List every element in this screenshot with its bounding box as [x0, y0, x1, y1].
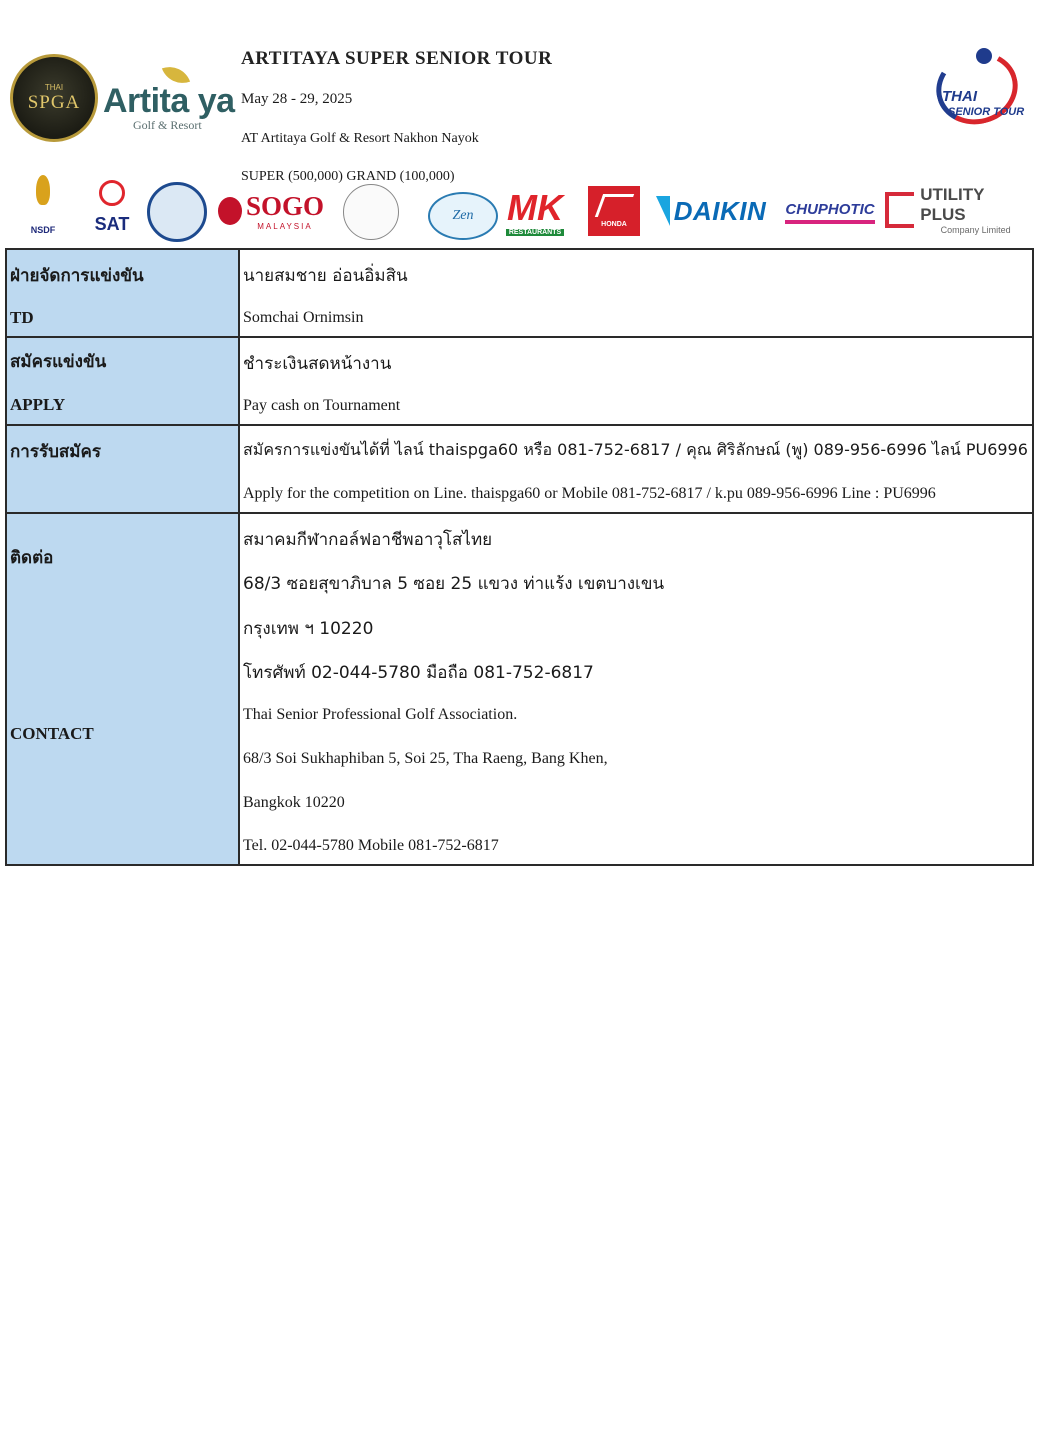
wing-icon: [594, 194, 633, 217]
tour-purse: SUPER (500,000) GRAND (100,000): [241, 169, 455, 184]
torch-icon: [36, 175, 50, 205]
tour-title-block: [241, 48, 552, 70]
daikin-logo-text: DAIKIN: [673, 195, 767, 226]
registration-value-en: Apply for the competition on Line. thaispga60 or Mobile 081-752-6817 / k.pu 089-956-6996 Line : PU6996: [243, 485, 936, 502]
rings-icon: [99, 180, 125, 206]
utility-plus-logo-text: UTILITY PLUS: [920, 185, 985, 224]
sogo-logo-text: SOGO: [245, 191, 324, 221]
contact-line-7: Bangkok 10220: [243, 794, 345, 811]
contact-line-3: กรุงเทพ ฯ 10220: [243, 619, 374, 639]
registration-label-cell: [6, 425, 239, 513]
apply-value-th: ชำระเงินสดหน้างาน: [243, 354, 392, 374]
contact-line-2: 68/3 ซอยสุขาภิบาล 5 ซอย 25 แขวง ท่าแร้ง เขตบางเขน: [243, 574, 665, 594]
contact-line-5: Thai Senior Professional Golf Association.: [243, 706, 518, 723]
artitaya-logo-sub: Golf & Resort: [133, 118, 202, 132]
chuphotic-swoosh: [785, 220, 875, 224]
contact-line-4: โทรศัพท์ 02-044-5780 มือถือ 081-752-6817: [243, 663, 594, 683]
contact-value-cell: [239, 513, 1033, 865]
honda-logo: [588, 186, 640, 236]
table-row-contact: [6, 513, 1033, 865]
tour-venue: AT Artitaya Golf & Resort Nakhon Nayok: [241, 131, 479, 146]
country-club-logo: [343, 184, 399, 240]
thai-senior-tour-logo: [930, 44, 1030, 124]
thai-senior-tour-line2: SENIOR TOUR: [948, 106, 1025, 118]
sogo-logo: [218, 190, 324, 232]
table-row-td: [6, 249, 1033, 337]
contact-label-cell: [6, 513, 239, 865]
td-label-cell: [6, 249, 239, 337]
table-row-apply: [6, 337, 1033, 425]
utility-plus-logo: [885, 185, 1031, 235]
mk-restaurants-logo: [499, 188, 571, 234]
sat-logo-text: SAT: [94, 213, 130, 234]
utility-plus-logo-sub: Company Limited: [940, 225, 1011, 235]
registration-value-cell: [239, 425, 1033, 513]
sat-logo: [87, 176, 137, 238]
contact-label-th: ติดต่อ: [10, 548, 54, 568]
td-label-th: ฝ่ายจัดการแข่งขัน: [10, 266, 144, 286]
spga-logo-small-text: THAI: [44, 82, 64, 92]
contact-line-8: Tel. 02-044-5780 Mobile 081-752-6817: [243, 837, 499, 854]
registration-value-th: สมัครการแข่งขันได้ที่ ไลน์ thaispga60 หรือ 081-752-6817 / คุณ ศิริลักษณ์ (พู) 089-956-6996 ไลน์ PU6996: [243, 440, 1028, 459]
sogo-logo-sub: MALAYSIA: [257, 222, 313, 231]
td-value-th: นายสมชาย อ่อนอิ่มสิน: [243, 266, 408, 286]
table-row-registration: [6, 425, 1033, 513]
zen-logo: [428, 192, 498, 240]
contact-line-1: สมาคมกีฬากอล์ฟอาชีพอาวุโสไทย: [243, 530, 493, 550]
sponsor-strip: [15, 170, 1035, 244]
daikin-logo: [652, 194, 770, 228]
contact-label-en: CONTACT: [10, 724, 94, 743]
mk-logo-sub: RESTAURANTS: [506, 229, 564, 236]
chuphotic-logo-text: CHUPHOTIC: [785, 200, 875, 218]
daikin-triangle-icon: [656, 196, 670, 226]
contact-line-6: 68/3 Soi Sukhaphiban 5, Soi 25, Tha Raeng, Bang Khen,: [243, 750, 608, 767]
apply-label-th: สมัครแข่งขัน: [10, 352, 107, 372]
artitaya-logo: [103, 64, 235, 134]
td-value-cell: [239, 249, 1033, 337]
td-value-en: Somchai Ornimsin: [243, 309, 364, 326]
chuphotic-logo: [782, 192, 878, 232]
tour-title: ARTITAYA SUPER SENIOR TOUR: [241, 48, 553, 69]
registration-label-th: การรับสมัคร: [10, 442, 101, 462]
document-header: [0, 0, 1048, 250]
mk-logo-text: MK: [507, 186, 563, 228]
utility-plus-emblem-icon: [885, 192, 914, 228]
apply-value-cell: [239, 337, 1033, 425]
apply-label-cell: [6, 337, 239, 425]
nsdf-logo: [21, 170, 65, 240]
government-seal-logo: [147, 182, 207, 242]
thai-senior-tour-line1: THAI: [942, 88, 977, 105]
td-label-en: TD: [10, 308, 34, 327]
artitaya-logo-name: Artita ya: [103, 82, 235, 120]
info-table: [5, 248, 1034, 866]
honda-logo-text: HONDA: [601, 221, 627, 228]
apply-value-en: Pay cash on Tournament: [243, 397, 401, 414]
nsdf-logo-text: NSDF: [30, 225, 56, 235]
zen-logo-text: Zen: [452, 208, 474, 223]
spga-logo-name: SPGA: [27, 91, 81, 113]
golfer-icon: [976, 48, 992, 64]
apply-label-en: APPLY: [10, 395, 66, 414]
spga-logo: [10, 54, 98, 142]
sogo-emblem-icon: [218, 197, 242, 225]
tour-date: May 28 - 29, 2025: [241, 91, 353, 107]
